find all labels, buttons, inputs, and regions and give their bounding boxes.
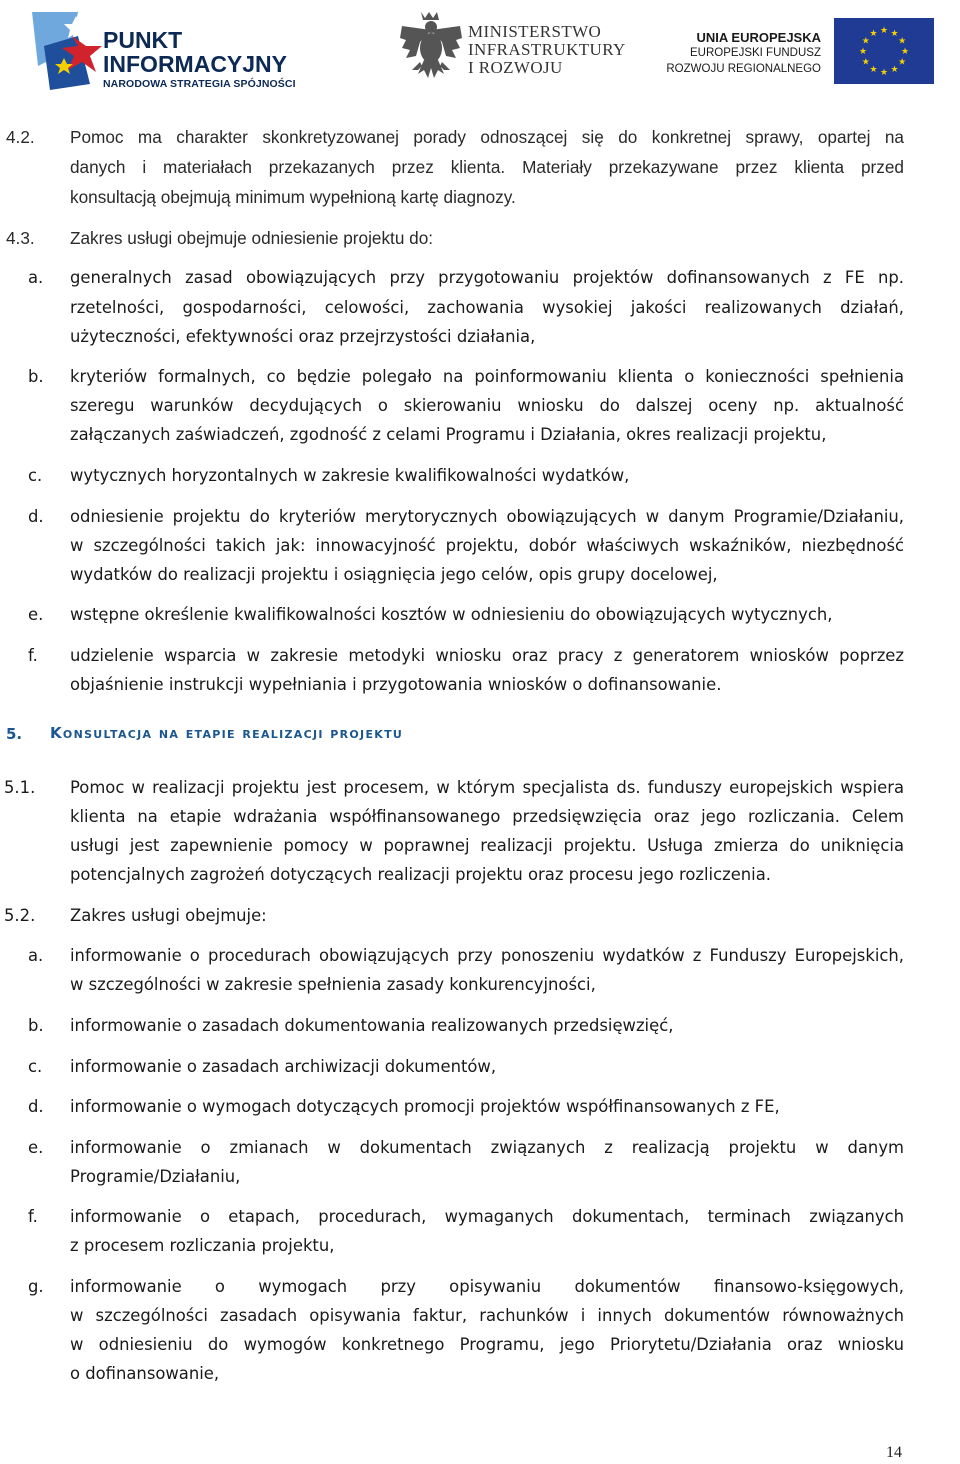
svg-text:★: ★: [900, 47, 910, 57]
list-label: g.: [28, 1277, 44, 1296]
item-text-line: rzetelności, gospodarności, celowości, zachowania wysokiej jakości realizowanych działań,: [70, 298, 904, 317]
item-text-line: Zakres usługi obejmuje odniesienie projektu do:: [70, 228, 434, 248]
list-label: b.: [28, 1016, 44, 1035]
svg-text:★: ★: [869, 28, 878, 39]
punkt-logo-line1: PUNKT: [103, 27, 183, 53]
page-header: [0, 0, 960, 100]
item-text-line: w szczególności takich jak: innowacyjność projektu, dobór właściwych wskaźników, niezbędność: [70, 536, 904, 555]
item-text-line: potencjalnych zagrożeń dotyczących realizacji projektu oraz procesu jego rozliczenia.: [70, 865, 771, 884]
punkt-informacyjny-emblem-icon: [26, 6, 112, 92]
item-number: 5.2.: [4, 906, 36, 925]
svg-text:★: ★: [879, 68, 889, 78]
punkt-logo-line3: NARODOWA STRATEGIA SPÓJNOŚCI: [103, 78, 296, 90]
list-label: b.: [28, 367, 44, 386]
section-heading: [6, 724, 404, 743]
item-text-line: szeregu warunków decydujących o skierowaniu wniosku do dalszej oceny np. aktualność: [70, 396, 904, 415]
svg-text:★: ★: [869, 65, 878, 76]
eu-logo-line2: EUROPEJSKI FUNDUSZ: [690, 47, 821, 59]
list-label: d.: [28, 507, 44, 526]
section-title: Konsultacja na etapie realizacji projektu: [50, 724, 404, 742]
item-text-line: wstępne określenie kwalifikowalności kosztów w odniesieniu do obowiązujących wytycznych,: [70, 605, 833, 624]
item-text-line: informowanie o wymogach dotyczących promocji projektów współfinansowanych z FE,: [70, 1097, 780, 1116]
item-text-line: danych i materiałach przekazanych przez klienta. Materiały przekazywane przez klienta przed: [70, 157, 904, 177]
item-text-line: klienta na etapie wdrażania współfinansowanego przedsięwzięcia oraz jego rozliczania. Celem: [70, 807, 904, 826]
item-text-line: generalnych zasad obowiązujących przy przygotowaniu projektów dofinansowanych z FE np.: [70, 268, 904, 287]
item-text-line: informowanie o procedurach obowiązujących przy ponoszeniu wydatków z Funduszy Europejskich,: [70, 946, 904, 965]
item-number: 4.3.: [6, 228, 35, 248]
item-text-line: z procesem rozliczania projektu,: [70, 1236, 335, 1255]
list-label: e.: [28, 605, 44, 624]
punkt-logo-line2: INFORMACYJNY: [103, 51, 288, 77]
item-text-line: w szczególności w zakresie spełnienia zasady konkurencyjności,: [70, 975, 596, 994]
list-label: a.: [28, 946, 44, 965]
list-label: d.: [28, 1097, 44, 1116]
page-number: 14: [886, 1444, 902, 1461]
item-text-line: Pomoc w realizacji projektu jest procesem, w którym specjalista ds. funduszy europejskich wspiera: [70, 778, 904, 797]
ministry-logo: [398, 12, 638, 84]
ministry-logo-line1: MINISTERSTWO: [468, 22, 602, 41]
ministry-logo-line2: INFRASTRUKTURY: [468, 40, 626, 59]
svg-text:★: ★: [879, 26, 889, 36]
svg-text:★: ★: [890, 28, 899, 39]
item-text-line: Zakres usługi obejmuje:: [70, 906, 267, 925]
ministry-logo-line3: I ROZWOJU: [468, 58, 563, 77]
item-text-line: o dofinansowanie,: [70, 1364, 220, 1383]
list-label: e.: [28, 1138, 44, 1157]
svg-text:★: ★: [890, 65, 899, 76]
item-text-line: usługi jest zapewnienie pomocy w poprawnej realizacji projektu. Usługa zmierza do uniknięcia: [70, 836, 904, 855]
item-text-line: użyteczności, efektywności oraz przejrzystości działania,: [70, 327, 536, 346]
list-label: a.: [28, 268, 44, 287]
svg-text:★: ★: [858, 47, 868, 57]
list-label: f.: [28, 646, 38, 665]
list-label: f.: [28, 1207, 38, 1226]
item-text-line: wydatków do realizacji projektu i osiągnięcia jego celów, opis grupy docelowej,: [70, 565, 718, 584]
eagle-emblem-icon: [398, 12, 464, 82]
item-text-line: informowanie o zasadach dokumentowania realizowanych przedsięwzięć,: [70, 1016, 674, 1035]
list-label: c.: [28, 1057, 43, 1076]
punkt-informacyjny-logo: [26, 6, 296, 92]
eu-logo-line1: UNIA EUROPEJSKA: [696, 30, 821, 45]
item-text-line: informowanie o wymogach przy opisywaniu dokumentów finansowo-księgowych,: [70, 1277, 904, 1296]
section-number: 5.: [6, 725, 23, 743]
item-text-line: Pomoc ma charakter skonkretyzowanej porady odnoszącej się do konkretnej sprawy, opartej na: [70, 127, 904, 147]
item-text-line: informowanie o zmianach w dokumentach związanych z realizacją projektu w danym: [70, 1138, 904, 1157]
item-text-line: udzielenie wsparcia w zakresie metodyki wniosku oraz pracy z generatorem wniosków poprzez: [70, 646, 904, 665]
eu-logo: [664, 12, 934, 84]
item-text-line: informowanie o zasadach archiwizacji dokumentów,: [70, 1057, 497, 1076]
item-text-line: w szczególności zasadach opisywania faktur, rachunków i innych dokumentów równoważnych: [70, 1306, 904, 1325]
item-text-line: konsultacją obejmują minimum wypełnioną kartę diagnozy.: [70, 187, 516, 207]
svg-text:★: ★: [861, 36, 870, 47]
list-label: c.: [28, 466, 43, 485]
svg-text:★: ★: [861, 57, 870, 68]
item-text-line: objaśnienie instrukcji wypełniania i przygotowania wniosków o dofinansowanie.: [70, 675, 722, 694]
item-number: 4.2.: [6, 127, 35, 147]
svg-text:★: ★: [898, 36, 907, 47]
item-text-line: kryteriów formalnych, co będzie polegało na poinformowaniu klienta o konieczności spełnienia: [70, 367, 904, 386]
eu-logo-line3: ROZWOJU REGIONALNEGO: [666, 63, 821, 75]
item-text-line: Programie/Działaniu,: [70, 1167, 241, 1186]
eu-flag-icon: [834, 18, 934, 84]
item-text-line: wytycznych horyzontalnych w zakresie kwalifikowalności wydatków,: [70, 466, 630, 485]
item-number: 5.1.: [4, 778, 36, 797]
item-text-line: odniesienie projektu do kryteriów merytorycznych obowiązujących w danym Programie/Działaniu,: [70, 507, 904, 526]
item-text-line: informowanie o etapach, procedurach, wymaganych dokumentach, terminach związanych: [70, 1207, 904, 1226]
svg-text:★: ★: [898, 57, 907, 68]
item-text-line: w odniesieniu do wymogów konkretnego Programu, jego Priorytetu/Działania oraz wniosku: [70, 1335, 904, 1354]
item-text-line: załączanych zaświadczeń, zgodność z celami Programu i Działania, okres realizacji projektu,: [70, 425, 827, 444]
